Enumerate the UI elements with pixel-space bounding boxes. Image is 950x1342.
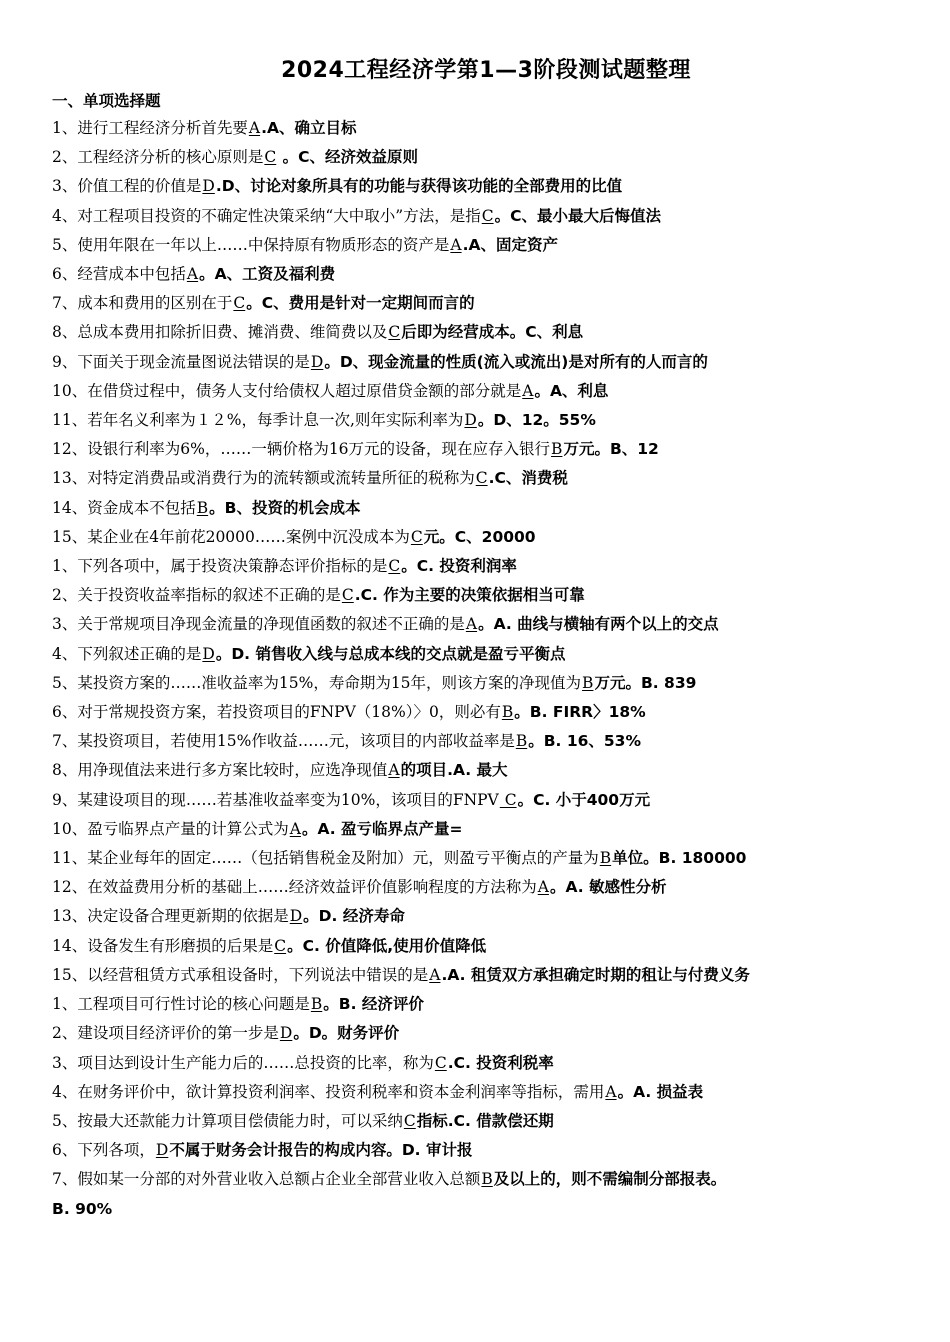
question-text: 7、成本和费用的区别在于	[52, 294, 233, 313]
question-item	[52, 932, 920, 961]
page-title: 2024工程经济学第1—3阶段测试题整理	[281, 58, 691, 83]
answer-letter: D	[202, 177, 215, 196]
question-item	[52, 289, 920, 318]
answer-letter: B	[481, 1170, 493, 1189]
question-text: 3、项目达到设计生产能力后的……总投资的比率，称为	[52, 1053, 434, 1072]
question-item	[52, 114, 920, 143]
answer-letter: C	[388, 557, 401, 576]
question-item	[52, 318, 920, 347]
question-item	[52, 202, 920, 231]
question-text: 10、盈亏临界点产量的计算公式为	[52, 819, 289, 838]
answer-text: 。C、经济效益原则	[277, 148, 419, 167]
answer-text: 。C. 价值降低,使用价值降低	[287, 936, 487, 955]
question-item	[52, 1136, 920, 1165]
answer-text: 。D、12。55%	[477, 411, 596, 430]
answer-text: 。C. 投资利润率	[401, 557, 517, 576]
answer-text: 。D、现金流量的性质(流入或流出)是对所有的人而言的	[324, 352, 708, 371]
answer-text: 。D. 经济寿命	[303, 907, 405, 926]
question-item	[52, 464, 920, 493]
question-text: 12、在效益费用分析的基础上……经济效益评价值影响程度的方法称为	[52, 878, 537, 897]
answer-letter: C	[264, 148, 277, 167]
question-text: 7、某投资项目，若使用15%作收益……元，该项目的内部收益率是	[52, 732, 515, 751]
question-item	[52, 1107, 920, 1136]
answer-letter: A	[429, 965, 441, 984]
question-text: 5、某投资方案的……准收益率为15%，寿命期为15年，则该方案的净现值为	[52, 673, 582, 692]
question-item	[52, 377, 920, 406]
question-item	[52, 990, 920, 1019]
answer-text: 。B. 16、53%	[528, 732, 641, 751]
question-item	[52, 698, 920, 727]
answer-letter: D	[310, 352, 324, 371]
question-item	[52, 552, 920, 581]
answer-text: 万元。B、12	[563, 440, 659, 459]
question-text: 1、进行工程经济分析首先要	[52, 119, 248, 137]
answer-letter: A	[388, 761, 400, 780]
question-text: 2、工程经济分析的核心原则是	[52, 148, 264, 167]
answer-letter: B	[501, 703, 514, 722]
answer-letter: A	[537, 878, 549, 897]
question-item	[52, 610, 920, 639]
answer-letter: C	[341, 586, 354, 605]
question-item	[52, 348, 920, 377]
question-item	[52, 523, 920, 552]
answer-text: 及以上的，则不需编制分部报表。	[493, 1170, 727, 1189]
question-text: 5、使用年限在一年以上……中保持原有物质形态的资产是	[52, 235, 450, 254]
question-text: 12、设银行利率为6%，……一辆价格为16万元的设备，现在应存入银行	[52, 440, 551, 459]
question-item	[52, 143, 920, 172]
question-text: 8、总成本费用扣除折旧费、摊消费、维简费以及	[52, 323, 388, 342]
question-text: 6、经营成本中包括	[52, 265, 186, 284]
question-text: 15、以经营租赁方式承租设备时，下列说法中错误的是	[52, 965, 429, 984]
answer-letter: A	[450, 235, 462, 254]
question-item	[52, 727, 920, 756]
answer-text: .C. 作为主要的决策依据相当可靠	[354, 586, 585, 605]
answer-text: 。D。财务评价	[293, 1024, 400, 1043]
answer-letter: C	[475, 469, 488, 488]
question-item	[52, 961, 920, 990]
question-item	[52, 1049, 920, 1078]
answer-text: 。A、利息	[534, 381, 609, 400]
question-item	[52, 1165, 920, 1223]
question-item	[52, 786, 920, 815]
question-text: 13、决定设备合理更新期的依据是	[52, 907, 289, 926]
question-text: 4、在财务评价中，欲计算投资利润率、投资利税率和资本金利润率等指标，需用	[52, 1082, 605, 1101]
question-text: 7、假如某一分部的对外营业收入总额占企业全部营业收入总额	[52, 1170, 481, 1189]
answer-letter: A	[465, 615, 478, 634]
question-item	[52, 873, 920, 902]
question-item	[52, 406, 920, 435]
answer-text: 。A、工资及福利费	[199, 265, 336, 284]
question-item	[52, 902, 920, 931]
answer-letter: D	[202, 644, 215, 663]
answer-text: 的项目.A. 最大	[400, 761, 508, 780]
answer-letter: D	[279, 1024, 293, 1043]
answer-tail: B. 90%	[52, 1199, 113, 1218]
answer-text: 。B. 经济评价	[323, 995, 424, 1014]
answer-text: 。B、投资的机会成本	[209, 498, 361, 517]
answer-letter: D	[155, 1141, 169, 1160]
answer-text: 。C. 小于400万元	[517, 790, 651, 809]
answer-text: 指标.C. 借款偿还期	[416, 1111, 554, 1130]
answer-letter: A	[186, 265, 199, 284]
answer-text: 。D. 销售收入线与总成本线的交点就是盈亏平衡点	[215, 644, 566, 663]
question-text: 14、资金成本不包括	[52, 498, 196, 517]
answer-letter: A	[248, 119, 261, 137]
answer-letter: C	[434, 1053, 447, 1072]
answer-letter: C	[388, 323, 401, 342]
answer-text: 。C、费用是针对一定期间而言的	[246, 294, 475, 313]
answer-letter: B	[582, 673, 594, 692]
question-text: 1、工程项目可行性讨论的核心问题是	[52, 995, 310, 1014]
question-text: 14、设备发生有形磨损的后果是	[52, 936, 274, 955]
question-text: 3、价值工程的价值是	[52, 177, 202, 196]
question-text: 4、对工程项目投资的不确定性决策采纳“大中取小”方法，是指	[52, 206, 481, 225]
question-text: 9、某建设项目的现……若基准收益率变为10%，该项目的FNPV	[52, 790, 499, 809]
answer-letter: B	[196, 498, 209, 517]
answer-text: .C. 投资利税率	[447, 1053, 554, 1072]
question-item	[52, 1019, 920, 1048]
question-item	[52, 669, 920, 698]
answer-text: 。A. 损益表	[617, 1082, 704, 1101]
question-text: 11、某企业每年的固定……（包括销售税金及附加）元，则盈亏平衡点的产量为	[52, 849, 599, 868]
question-text: 4、下列叙述正确的是	[52, 644, 202, 663]
question-list	[52, 114, 920, 1224]
question-item	[52, 231, 920, 260]
answer-letter: C	[410, 527, 423, 546]
answer-letter: B	[515, 732, 528, 751]
answer-letter: C	[274, 936, 287, 955]
question-text: 6、下列各项，	[52, 1141, 155, 1160]
question-text: 9、下面关于现金流量图说法错误的是	[52, 352, 310, 371]
answer-letter: C	[499, 790, 517, 809]
answer-letter: D	[289, 907, 303, 926]
answer-text: 。A. 曲线与横轴有两个以上的交点	[478, 615, 719, 634]
question-item	[52, 435, 920, 464]
answer-letter: A	[289, 819, 301, 838]
question-text: 15、某企业在4年前花20000……案例中沉没成本为	[52, 527, 410, 546]
answer-text: 。C、最小最大后悔值法	[494, 206, 661, 225]
answer-text: .C、消费税	[488, 469, 568, 488]
question-text: 2、关于投资收益率指标的叙述不正确的是	[52, 586, 341, 605]
answer-text: .A、确立目标	[261, 119, 357, 137]
answer-letter: C	[233, 294, 246, 313]
answer-text: 单位。B. 180000	[612, 849, 747, 868]
answer-text: 不属于财务会计报告的构成内容。D. 审计报	[169, 1141, 473, 1160]
question-item	[52, 581, 920, 610]
answer-letter: D	[464, 411, 477, 430]
answer-text: 。A. 盈亏临界点产量=	[301, 819, 463, 838]
question-item	[52, 494, 920, 523]
answer-text: 。B. FIRR〉18%	[514, 703, 646, 722]
answer-letter: B	[551, 440, 563, 459]
answer-letter: C	[481, 206, 494, 225]
question-text: 3、关于常规项目净现金流量的净现值函数的叙述不正确的是	[52, 615, 465, 634]
question-text: 1、下列各项中，属于投资决策静态评价指标的是	[52, 557, 388, 576]
question-item	[52, 1078, 920, 1107]
answer-text: 万元。B. 839	[594, 673, 697, 692]
question-item	[52, 756, 920, 785]
answer-text: .A、固定资产	[462, 235, 558, 254]
answer-letter: C	[403, 1111, 416, 1130]
answer-letter: A	[522, 381, 534, 400]
answer-text: .D、讨论对象所具有的功能与获得该功能的全部费用的比值	[215, 177, 623, 196]
question-text: 5、按最大还款能力计算项目偿债能力时，可以采纳	[52, 1111, 403, 1130]
answer-text: 。A. 敏感性分析	[549, 878, 667, 897]
section-heading: 一、单项选择题	[52, 92, 161, 110]
answer-letter: B	[310, 995, 323, 1014]
question-item	[52, 844, 920, 873]
question-text: 8、用净现值法来进行多方案比较时，应选净现值	[52, 761, 388, 780]
question-item	[52, 260, 920, 289]
answer-letter: B	[599, 849, 612, 868]
question-item	[52, 640, 920, 669]
answer-letter: A	[605, 1082, 617, 1101]
question-text: 13、对特定消费品或消费行为的流转额或流转量所征的税称为	[52, 469, 475, 488]
question-text: 10、在借贷过程中，债务人支付给债权人超过原借贷金额的部分就是	[52, 381, 522, 400]
question-text: 6、对于常规投资方案，若投资项目的FNPV（18%）〉0，则必有	[52, 703, 501, 722]
question-text: 2、建设项目经济评价的第一步是	[52, 1024, 279, 1043]
question-item	[52, 172, 920, 201]
question-text: 11、若年名义利率为１２%，每季计息一次,则年实际利率为	[52, 411, 464, 430]
answer-text: 后即为经营成本。C、利息	[401, 323, 584, 342]
question-item	[52, 815, 920, 844]
answer-text: .A. 租赁双方承担确定时期的租让与付费义务	[441, 965, 750, 984]
answer-text: 元。C、20000	[423, 527, 536, 546]
